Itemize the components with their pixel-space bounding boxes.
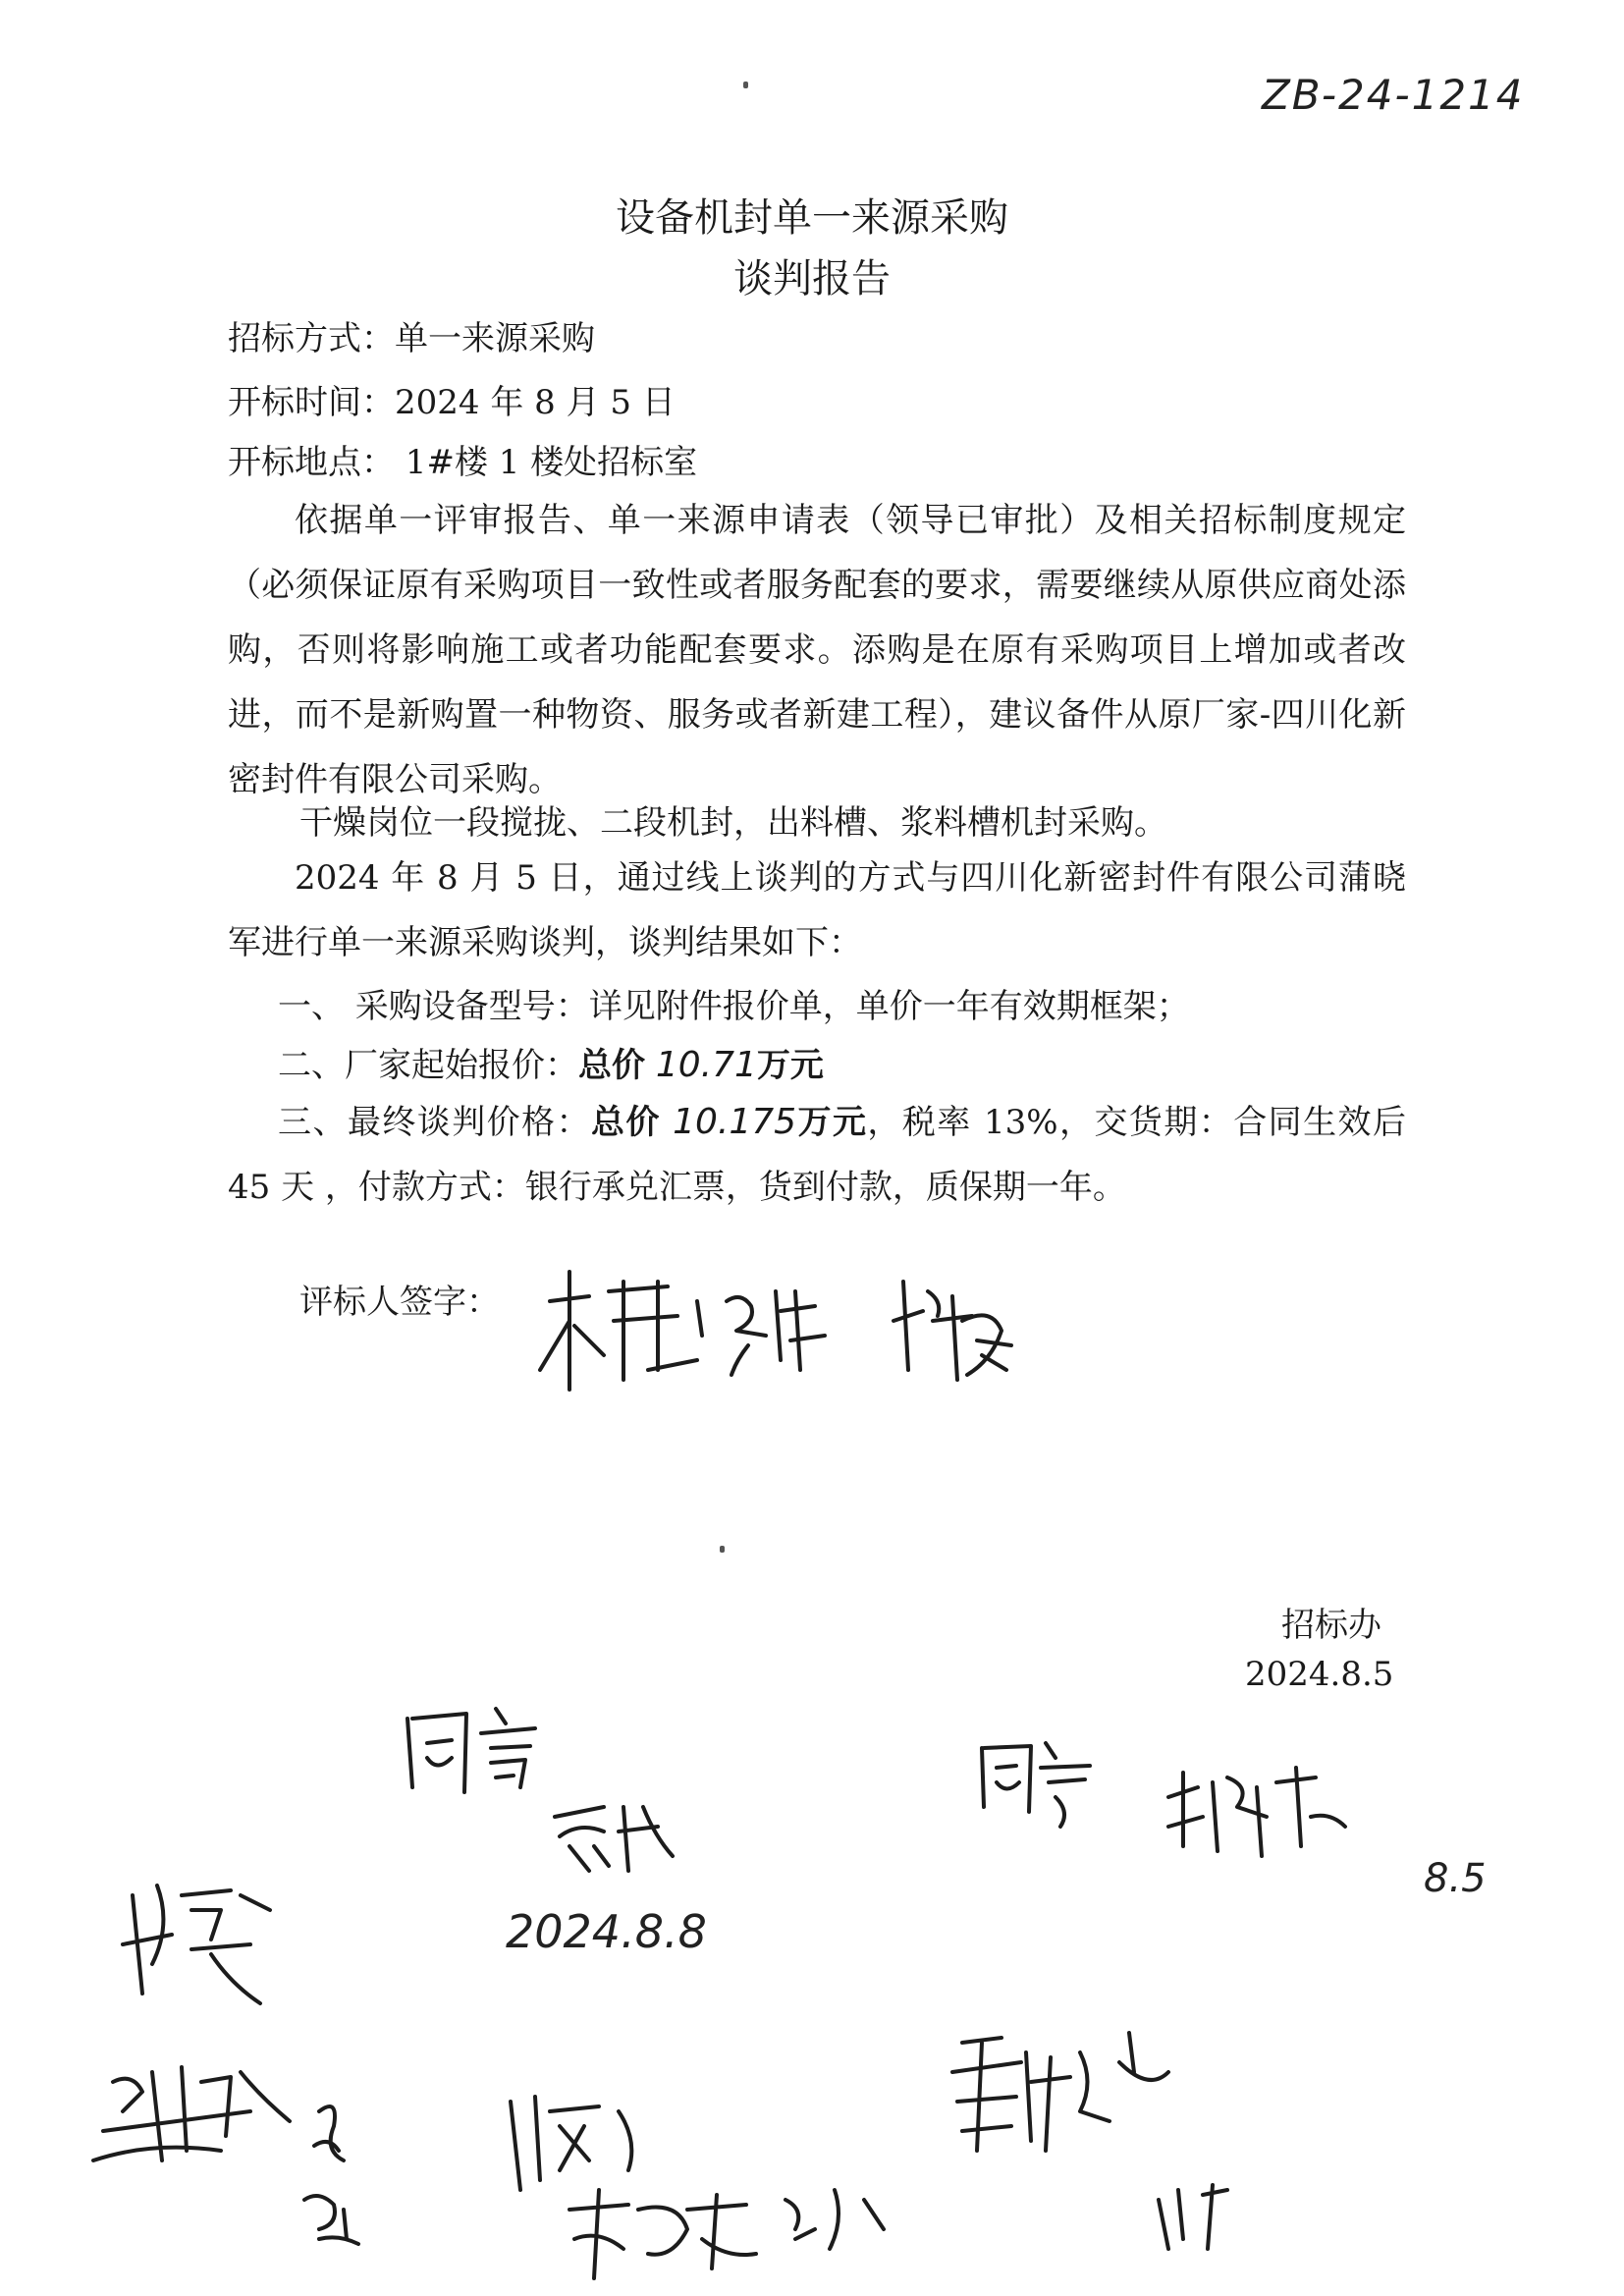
negotiation-paragraph: 2024 年 8 月 5 日，通过线上谈判的方式与四川化新密封件有限公司蒲晓军进行单一来源采购谈判，谈判结果如下： <box>228 858 1406 962</box>
opening-time: 开标时间：2024 年 8 月 5 日 <box>228 383 676 422</box>
final-total-label: 总价 <box>590 1103 661 1142</box>
issuer-date: 2024.8.5 <box>1245 1655 1394 1694</box>
handwritten-signature-left <box>113 1856 299 2013</box>
evaluator-signatures <box>530 1262 1041 1409</box>
handwritten-date-1: 2024.8.8 <box>506 1905 707 1958</box>
final-terms: ，税率 13%，交货期：合同生效后 45 天 ，付款方式：银行承兑汇票，货到付款，质保期一年。 <box>228 1103 1406 1207</box>
handwritten-signature-lower-left <box>93 2043 407 2259</box>
issuer-name: 招标办 <box>1281 1606 1381 1645</box>
final-price-unit: 万元 <box>796 1103 868 1142</box>
handwritten-date-2: 8.5 <box>1424 1856 1487 1901</box>
result-item-2-label: 二、厂家起始报价： <box>278 1046 578 1085</box>
initial-total-label: 总价 <box>578 1046 645 1085</box>
final-price-handwritten: 10.175 <box>673 1102 797 1142</box>
result-item-1: 一、 采购设备型号：详见附件报价单，单价一年有效期框架； <box>278 987 1190 1026</box>
document-title-line1: 设备机封单一来源采购 <box>616 195 1008 241</box>
basis-paragraph: 依据单一评审报告、单一来源申请表（领导已审批）及相关招标制度规定（必须保证原有采购项目一致性或者服务配套的要求，需要继续从原供应商处添购，否则将影响施工或者功能配套要求。添购是在原有采购项目上增加或者改进，而不是新购置一种物资、服务或者新建工程），建议备件从原厂家-四川化新密封件有限公司采购。 <box>228 501 1406 799</box>
document-id: ZB-24-1214 <box>1262 71 1525 119</box>
handwritten-signature-lower-middle <box>491 2082 923 2288</box>
bid-method: 招标方式：单一来源采购 <box>228 319 595 358</box>
initial-price-handwritten: 10.71 <box>655 1045 757 1085</box>
initial-price-unit: 万元 <box>756 1046 824 1085</box>
opening-place: 开标地点： 1#楼 1 楼处招标室 <box>228 443 698 482</box>
scan-speck <box>743 82 748 88</box>
evaluator-signature-label: 评标人签字： <box>299 1283 500 1322</box>
result-item-3 <box>228 1090 1406 1220</box>
approval-signature-left <box>398 1699 712 1876</box>
handwritten-signature-lower-right <box>933 2013 1286 2259</box>
result-item-2 <box>278 1038 824 1086</box>
approval-signature-right <box>972 1728 1434 1895</box>
scan-speck <box>720 1546 725 1553</box>
result-item-3-label: 三、最终谈判价格： <box>278 1103 591 1142</box>
scope-paragraph: 干燥岗位一段搅拢、二段机封，出料槽、浆料槽机封采购。 <box>299 803 1167 843</box>
document-title-line2: 谈判报告 <box>733 256 891 301</box>
